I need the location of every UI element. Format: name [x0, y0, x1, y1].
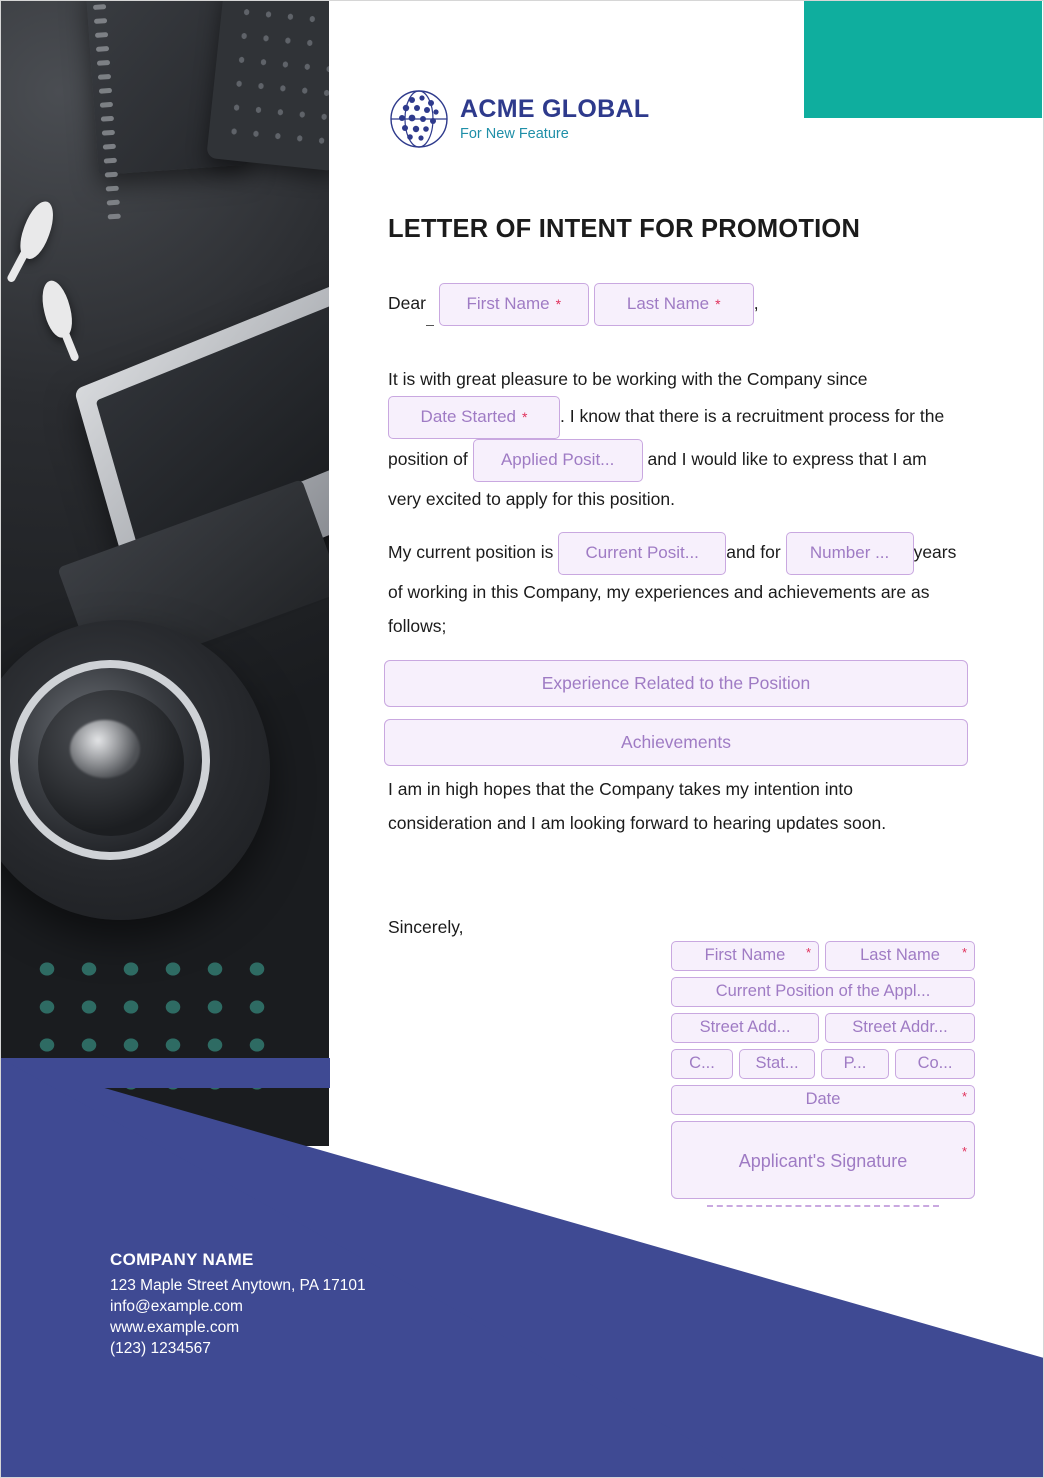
sig-country-field[interactable]: Co...	[895, 1049, 975, 1079]
footer-company-name: COMPANY NAME	[110, 1250, 254, 1269]
required-marker: *	[961, 1089, 967, 1104]
footer-phone: (123) 1234567	[110, 1340, 211, 1357]
dotted-case-image	[206, 0, 329, 171]
signature-dashed-line	[707, 1205, 939, 1207]
salutation-rule	[426, 306, 434, 326]
sig-city-field[interactable]: C...	[671, 1049, 733, 1079]
applied-position-field[interactable]	[473, 439, 643, 482]
closing-line: Sincerely,	[388, 917, 464, 937]
sig-postal-code-field[interactable]: P...	[821, 1049, 889, 1079]
first-name-field[interactable]	[439, 283, 589, 326]
first-name-field-label: First Name	[466, 294, 550, 313]
paragraph-one-text-c: and I would like to express that I am very excited to apply for this position.	[388, 449, 927, 509]
footer-website: www.example.com	[110, 1319, 240, 1336]
applied-position-field-label: Applied Posit...	[500, 450, 615, 469]
required-marker: *	[555, 296, 562, 312]
logo-company-name: ACME GLOBAL	[460, 95, 650, 124]
signature-name-row	[671, 941, 975, 971]
number-of-years-field-label: Number ...	[809, 543, 890, 562]
salutation-label: Dear	[388, 293, 426, 314]
paragraph-two-text-b: and for	[726, 542, 781, 563]
sig-last-name-label: Last Name	[860, 946, 940, 964]
sig-date-label: Date	[805, 1090, 841, 1108]
sig-first-name-field[interactable]	[671, 941, 819, 971]
signature-block	[671, 941, 975, 1207]
signature-locale-row	[671, 1049, 975, 1079]
signature-date-row	[671, 1085, 975, 1115]
experience-field[interactable]: Experience Related to the Position	[384, 660, 968, 707]
signature-position-row	[671, 977, 975, 1007]
footer-address: 123 Maple Street Anytown, PA 17101	[110, 1277, 366, 1294]
paragraph-two	[388, 532, 968, 643]
sig-street-address-2-field[interactable]: Street Addr...	[825, 1013, 975, 1043]
notebook-rings	[92, 0, 118, 166]
sig-date-field[interactable]	[671, 1085, 975, 1115]
page-title: LETTER OF INTENT FOR PROMOTION	[388, 215, 861, 243]
signature-street-row	[671, 1013, 975, 1043]
paragraph-one-text-a: It is with great pleasure to be working with the Company since	[388, 369, 868, 389]
date-started-field-label: Date Started	[420, 407, 516, 426]
salutation-line	[388, 283, 988, 326]
paragraph-two-text-c: years of working in this Company, my experiences and achievements are as follows;	[388, 542, 957, 636]
number-of-years-field[interactable]	[786, 532, 914, 575]
sig-state-field[interactable]: Stat...	[739, 1049, 815, 1079]
globe-icon	[388, 88, 450, 150]
required-marker: *	[715, 296, 721, 312]
company-logo	[388, 88, 649, 150]
date-started-field[interactable]	[388, 396, 560, 439]
sig-current-position-field[interactable]: Current Position of the Appl...	[671, 977, 975, 1007]
required-marker: *	[961, 945, 967, 960]
required-marker: *	[805, 945, 811, 960]
desk-photo	[0, 0, 329, 1146]
case-dot-pattern	[222, 0, 329, 156]
logo-text	[460, 96, 649, 141]
required-marker: *	[522, 409, 528, 425]
last-name-field[interactable]	[594, 283, 754, 326]
coffee-foam-image	[70, 720, 140, 778]
salutation-comma: ,	[753, 293, 759, 314]
current-position-field-label: Current Posit...	[585, 543, 699, 562]
footer-email: info@example.com	[110, 1298, 243, 1315]
achievements-field[interactable]: Achievements	[384, 719, 968, 766]
footer-contact-block	[110, 1250, 366, 1359]
current-position-field[interactable]	[558, 532, 726, 575]
sig-first-name-label: First Name	[704, 946, 786, 964]
last-name-field-label: Last Name	[626, 294, 710, 313]
applicant-signature-label: Applicant's Signature	[738, 1151, 908, 1171]
paragraph-two-text-a: My current position is	[388, 542, 554, 563]
logo-tagline: For New Feature	[460, 125, 569, 142]
teal-corner-block	[804, 0, 1042, 118]
paragraph-three: I am in high hopes that the Company takes my intention into consideration and I am looking forward to hearing updates soon.	[388, 779, 887, 833]
applicant-signature-field[interactable]	[671, 1121, 975, 1199]
paragraph-one-text-b: . I know that there is a recruitment process for the position of	[388, 406, 945, 470]
sig-last-name-field[interactable]	[825, 941, 975, 971]
sig-street-address-1-field[interactable]: Street Add...	[671, 1013, 819, 1043]
paragraph-one	[388, 362, 948, 516]
required-marker: *	[961, 1144, 967, 1159]
